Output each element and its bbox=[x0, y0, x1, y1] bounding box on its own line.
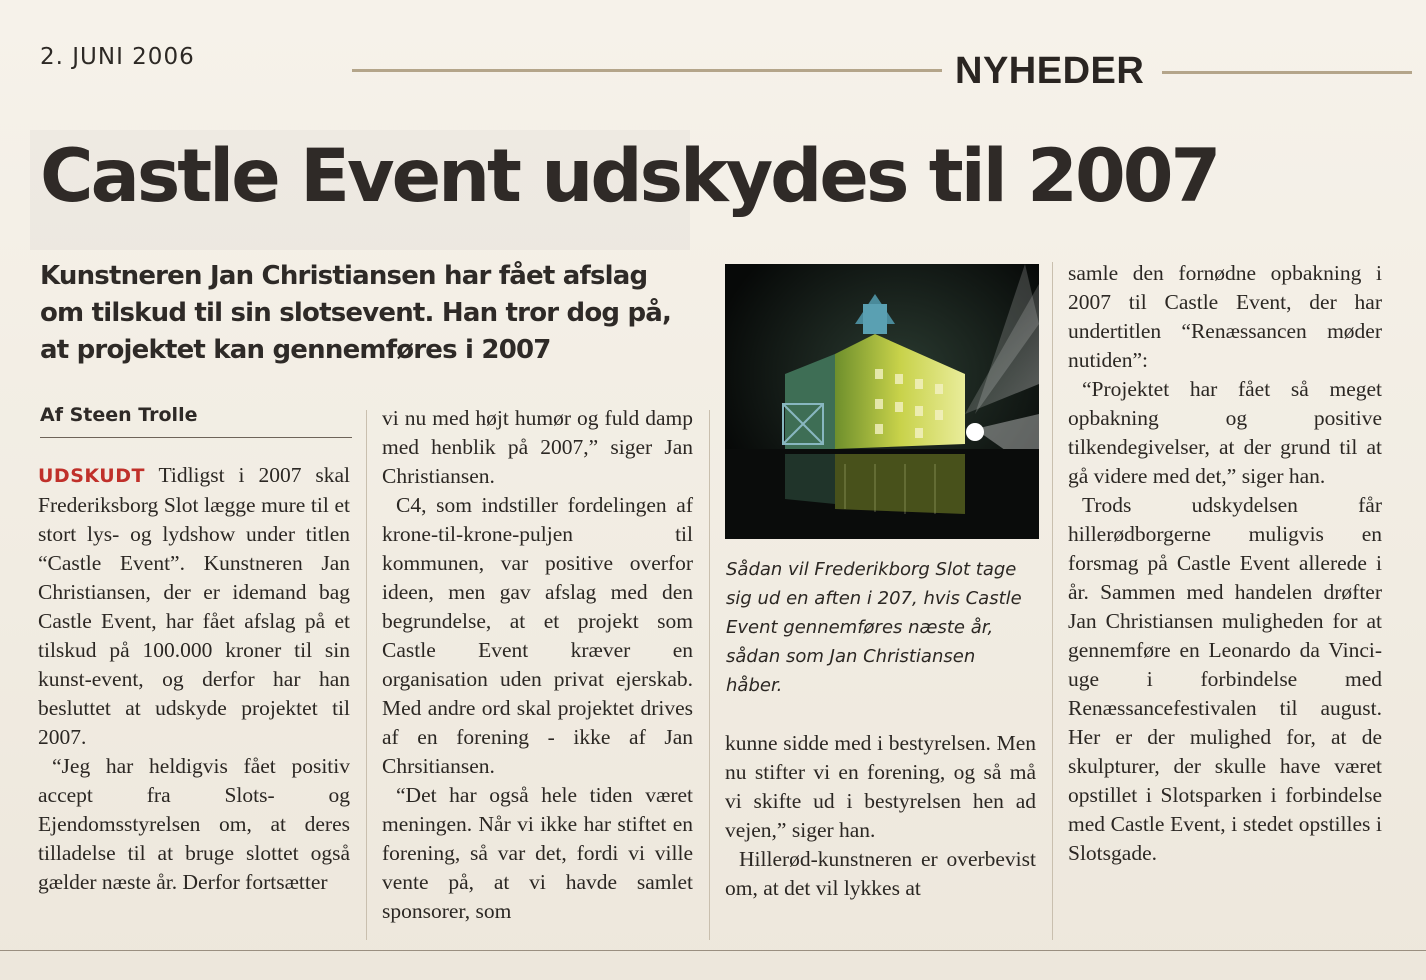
illuminated-castle-illustration bbox=[725, 264, 1039, 539]
col1-paragraph-1 bbox=[38, 461, 350, 752]
article-column-3 bbox=[725, 729, 1036, 903]
photo-caption: Sådan vil Frederikborg Slot tage sig ud en aften i 207, hvis Castle Event gennemføres næste år, sådan som Jan Christiansen håber. bbox=[726, 559, 1022, 696]
article-subheadline: Kunstneren Jan Christiansen har fået afslag om tilskud til sin slotsevent. Han tror dog på, at projektet kan gennemføres i 2007 bbox=[40, 261, 672, 365]
col4-paragraph-1: samle den fornødne opbakning i 2007 til Castle Event, der har undertitlen “Renæssancen møder nutiden”: bbox=[1068, 261, 1382, 372]
header-rule-right bbox=[1162, 71, 1412, 74]
article-column-1 bbox=[38, 461, 350, 897]
byline-rule bbox=[40, 437, 352, 438]
section-label: NYHEDER bbox=[955, 50, 1145, 92]
header-rule-left bbox=[352, 69, 942, 72]
col2-paragraph-2: C4, som indstiller fordelingen af krone-til-krone-puljen til kommunen, var positive overfor ideen, men gav afslag med den begrundelse, at et projekt som Castle Event kræver en organisation uden privat ejerskab. Med andre ord skal projektet drives af en forening - ikke af Jan Chrsitiansen. bbox=[382, 493, 693, 778]
page-bottom-rule bbox=[0, 950, 1426, 951]
column-divider-3 bbox=[1052, 262, 1053, 940]
column-divider-2 bbox=[709, 410, 710, 940]
article-headline: Castle Event udskydes til 2007 bbox=[40, 134, 1219, 219]
article-column-4 bbox=[1068, 259, 1382, 868]
col4-paragraph-2: “Projektet har fået så meget opbakning og positive tilkendegivelser, at der grund til at gå videre med det,” siger han. bbox=[1068, 377, 1382, 488]
col1-paragraph-2: “Jeg har heldigvis fået positiv accept fra Slots- og Ejendomsstyrelsen om, at deres tilladelse til at bruge slottet også gælder næste år. Derfor fortsætter bbox=[38, 754, 350, 894]
col4-paragraph-3: Trods udskydelsen får hillerødborgerne muligvis en forsmag på Castle Event allerede i år. Sammen med handelen drøfter Jan Christiansen muligheden for at gennemføre en Leonardo da Vinci-uge i forbindelse med Renæssancefestivalen til august. Her er der mulighed for, at de skulpturer, der skulle have været opstillet i Slotsparken i forbindelse med Castle Event, i stedet opstilles i Slotsgade. bbox=[1068, 493, 1382, 865]
col3-paragraph-2: Hillerød-kunstneren er overbevist om, at det vil lykkes at bbox=[725, 847, 1036, 900]
kicker-label: UDSKUDT bbox=[38, 465, 145, 487]
column-divider-1 bbox=[366, 410, 367, 940]
col2-paragraph-1: vi nu med højt humør og fuld damp med henblik på 2007,” siger Jan Christiansen. bbox=[382, 406, 693, 488]
castle-event-photo bbox=[725, 264, 1039, 539]
article-column-2 bbox=[382, 404, 693, 926]
col2-paragraph-3: “Det har også hele tiden været meningen. Når vi ikke har stiftet en forening, så var det, fordi vi ville vente på, at vi havde samlet sponsorer, som bbox=[382, 783, 693, 923]
col3-paragraph-1: kunne sidde med i bestyrelsen. Men nu stifter vi en forening, og så må vi skifte ud i bestyrelsen hen ad vejen,” siger han. bbox=[725, 731, 1036, 842]
issue-date: 2. JUNI 2006 bbox=[40, 44, 195, 70]
col1-paragraph-1-text: Tidligst i 2007 skal Frederiksborg Slot lægge mure til et stort lys- og lydshow under titlen “Castle Event”. Kunstneren Jan Christiansen, der er idemand bag Castle Event, har fået afslag på et tilskud på 100.000 kroner til sin kunst-event, og derfor har han besluttet at udskyde projektet til 2007. bbox=[38, 463, 350, 749]
article-byline: Af Steen Trolle bbox=[40, 404, 198, 426]
